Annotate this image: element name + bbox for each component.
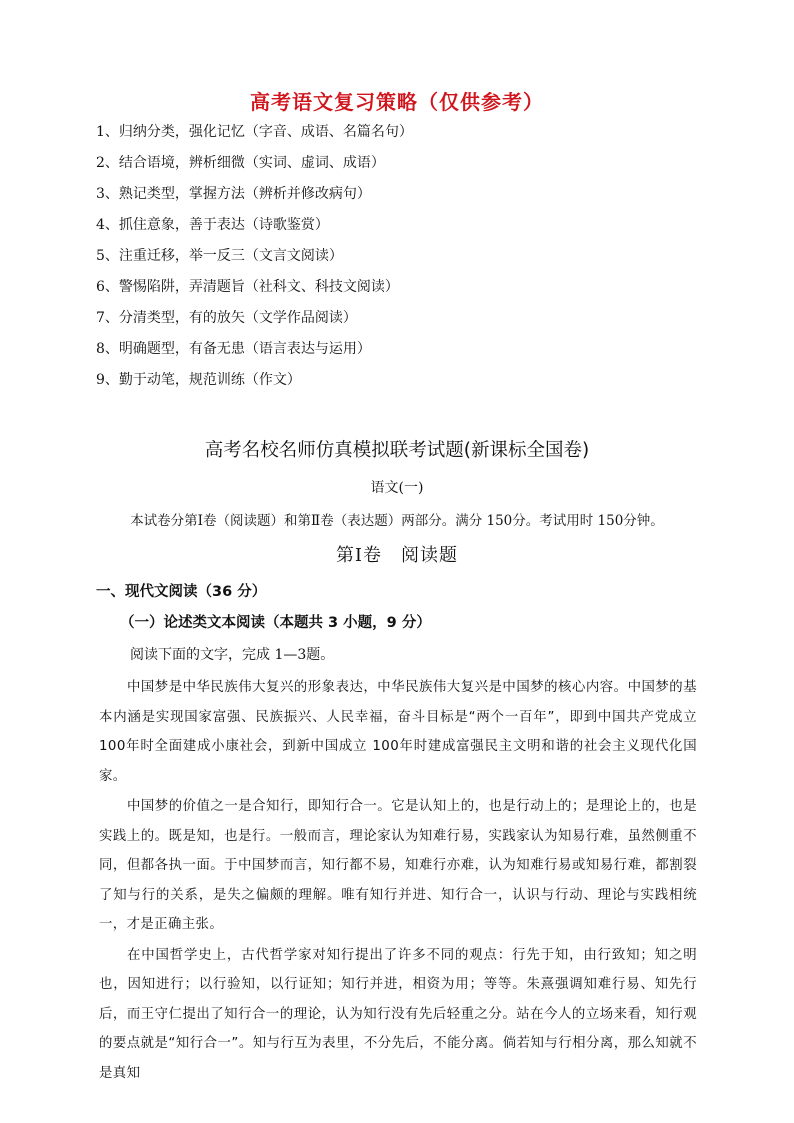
strategy-item: 4、抓住意象，善于表达（诗歌鉴赏） (96, 217, 329, 233)
volume-title: 第Ⅰ卷 阅读题 (335, 545, 459, 566)
exam-title: 高考名校名师仿真模拟联考试题(新课标全国卷) (204, 440, 590, 461)
strategy-item: 3、熟记类型，掌握方法（辨析并修改病句） (96, 186, 371, 202)
page-title: 高考语文复习策略（仅供参考） (250, 90, 544, 114)
strategy-item: 9、勤于动笔，规范训练（作文） (96, 372, 301, 388)
passage-paragraph: 中国梦的价值之一是合知行，即知行合一。它是认知上的，也是行动上的；是理论上的，也是实践上的。既是知，也是行。一般而言，理论家认为知难行易，实践家认为知易行难，虽然侧重不同，但都各执一面。于中国梦而言，知行都不易，知难行亦难，认为知难行易或知易行难，都割裂了知与行的关系，是失之偏颇的理解。唯有知行并进、知行合一，认识与行动、理论与实践相统一，才是正确主张。 (99, 799, 697, 932)
passage-paragraph: 中国梦是中华民族伟大复兴的形象表达，中华民族伟大复兴是中国梦的核心内容。中国梦的基本内涵是实现国家富强、民族振兴、人民幸福，奋斗目标是“两个一百年”，即到中国共产党成立 100年时全面建成小康社会，到新中国成立 100年时建成富强民主文明和谐的社会主义现代化国家。 (99, 680, 697, 784)
reading-instruction: 阅读下面的文字，完成 1—3题。 (130, 647, 335, 663)
strategy-item: 1、归纳分类，强化记忆（字音、成语、名篇名句） (96, 124, 413, 140)
strategy-list (96, 122, 413, 401)
strategy-item: 8、明确题型，有备无患（语言表达与运用） (96, 341, 371, 357)
exam-note: 本试卷分第Ⅰ卷（阅读题）和第Ⅱ卷（表达题）两部分。满分 150分。考试用时 150分钟。 (130, 513, 664, 529)
strategy-item: 6、警惕陷阱，弄清题旨（社科文、科技文阅读） (96, 279, 399, 295)
passage-paragraph: 在中国哲学史上，古代哲学家对知行提出了许多不同的观点：行先于知，由行致知；知之明也，因知进行；以行验知，以行证知；知行并进，相资为用；等等。朱熹强调知难行易、知先行后，而王守仁提出了知行合一的理论，认为知行没有先后轻重之分。站在今人的立场来看，知行观的要点就是“知行合一”。知与行互为表里，不分先后，不能分离。倘若知与行相分离，那么知就不是真知 (99, 947, 697, 1081)
strategy-item: 7、分清类型，有的放矢（文学作品阅读） (96, 310, 357, 326)
strategy-item: 5、注重迁移，举一反三（文言文阅读） (96, 248, 343, 264)
exam-subject: 语文(一) (370, 480, 424, 496)
reading-passage (99, 673, 697, 1089)
strategy-item: 2、结合语境，辨析细微（实词、虚词、成语） (96, 155, 385, 171)
sub-section-heading: （一）论述类文本阅读（本题共 3 小题，9 分） (120, 615, 431, 631)
section-heading: 一、现代文阅读（36 分） (96, 584, 267, 600)
